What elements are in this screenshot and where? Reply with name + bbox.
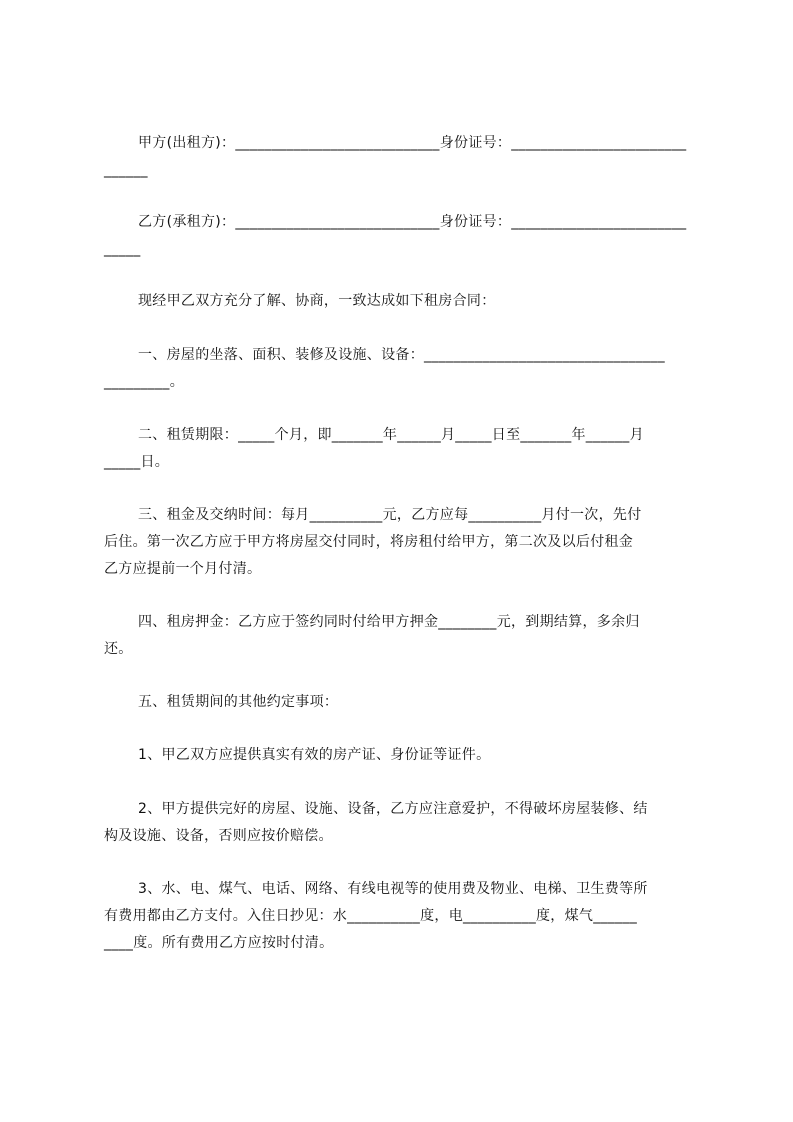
clause-4-line-1: 四、租房押金：乙方应于签约同时付给甲方押金________元，到期结算，多余归: [138, 614, 640, 630]
clause-5-title: 五、租赁期间的其他约定事项：: [138, 694, 339, 710]
clause-3-line-1: 三、租金及交纳时间：每月__________元，乙方应每__________月付一次，先付: [138, 507, 642, 523]
clause-4-line-2: 还。: [104, 641, 133, 657]
clause-5-item-3-line-1: 3、水、电、煤气、电话、网络、有线电视等的使用费及物业、电梯、卫生费等所: [138, 881, 648, 897]
clause-2-line-1: 二、租赁期限：_____个月，即_______年______月_____日至_______年______月: [138, 427, 644, 443]
party-a-line-cont: ______: [104, 162, 148, 178]
party-a-line: 甲方(出租方)：____________________________身份证号：________________________: [138, 135, 687, 151]
party-b-line: 乙方(承租方)：____________________________身份证号：________________________: [138, 214, 687, 230]
clause-2-line-2: _____日。: [104, 454, 170, 470]
clause-3-line-3: 乙方应提前一个月付清。: [104, 561, 262, 577]
party-b-line-cont: _____: [104, 241, 141, 257]
clause-5-item-2-line-2: 构及设施、设备，否则应按价赔偿。: [104, 828, 333, 844]
clause-5-item-3-line-3: ____度。所有费用乙方应按时付清。: [104, 935, 334, 951]
clause-5-item-1: 1、甲乙双方应提供真实有效的房产证、身份证等证件。: [138, 747, 491, 763]
clause-5-item-2-line-1: 2、甲方提供完好的房屋、设施、设备，乙方应注意爱护，不得破坏房屋装修、结: [138, 801, 648, 817]
clause-1-line-2: _________。: [104, 374, 184, 390]
clause-5-item-3-line-2: 有费用都由乙方支付。入住日抄见：水__________度，电__________度，煤气______: [104, 908, 637, 924]
clause-1-line-1: 一、房屋的坐落、面积、装修及设施、设备：_________________________________: [138, 347, 665, 363]
clause-3-line-2: 后住。第一次乙方应于甲方将房屋交付同时，将房租付给甲方，第二次及以后付租金: [104, 534, 634, 550]
intro-paragraph: 现经甲乙双方充分了解、协商，一致达成如下租房合同：: [138, 293, 496, 309]
